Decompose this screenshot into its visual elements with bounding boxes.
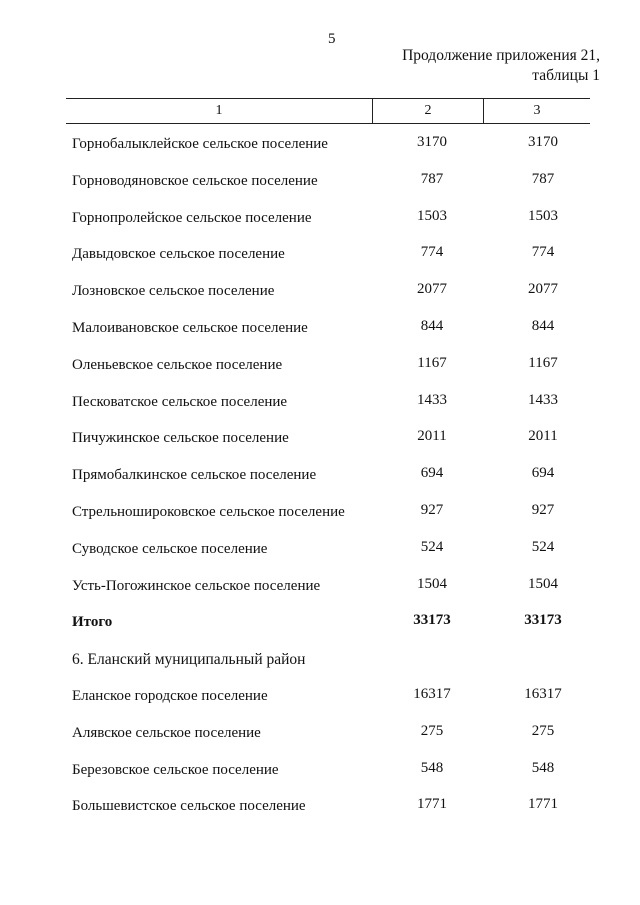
page-number: 5 — [328, 31, 336, 47]
table-row — [0, 238, 640, 275]
row-name: Пичужинское сельское поселение — [72, 430, 289, 447]
row-name: Горнопролейское сельское поселение — [72, 209, 312, 226]
row-value-col3: 3170 — [528, 134, 558, 150]
table-row — [0, 790, 640, 827]
row-value-col3: 2011 — [528, 428, 558, 445]
row-value-col2: 1504 — [417, 575, 447, 592]
continuation-note — [402, 46, 600, 86]
row-value-col2: 548 — [420, 759, 444, 776]
row-name: Усть-Погожинское сельское поселение — [72, 577, 321, 594]
table-row — [0, 312, 640, 349]
row-name: Оленьевское сельское поселение — [72, 356, 283, 373]
row-value-col2: 694 — [420, 465, 444, 482]
row-value-col3: 694 — [531, 465, 555, 482]
row-value-col3: 774 — [531, 244, 555, 261]
continuation-line-2: таблицы 1 — [532, 67, 600, 84]
row-value-col2: 2011 — [417, 428, 447, 445]
row-value-col2: 1771 — [417, 796, 447, 813]
row-value-col3: 275 — [531, 722, 555, 739]
row-name: Большевистское сельское поселение — [72, 798, 306, 815]
column-header-2: 2 — [373, 99, 484, 123]
row-value-col2: 1503 — [417, 207, 447, 224]
row-name: Березовское сельское поселение — [72, 761, 279, 778]
row-name: Лозновское сельское поселение — [72, 283, 275, 300]
table-body — [0, 128, 640, 827]
table-row — [0, 386, 640, 423]
row-value-col2: 1433 — [417, 391, 447, 408]
row-value-col2: 2077 — [417, 281, 447, 298]
table-row — [0, 202, 640, 239]
table-row — [0, 459, 640, 496]
table-row — [0, 570, 640, 607]
total-value-col3: 33173 — [524, 612, 562, 629]
row-name: Прямобалкинское сельское поселение — [72, 467, 317, 484]
row-value-col3: 1433 — [528, 391, 558, 408]
table-row — [0, 717, 640, 754]
row-name: Горноводяновское сельское поселение — [72, 172, 318, 189]
row-name: Стрельноширoковское сельское поселение — [72, 503, 345, 520]
row-value-col3: 548 — [531, 759, 555, 776]
continuation-line-1: Продолжение приложения 21, — [402, 47, 600, 64]
total-value-col2: 33173 — [413, 612, 451, 629]
row-value-col3: 2077 — [528, 281, 558, 298]
row-value-col3: 927 — [531, 501, 555, 518]
row-value-col3: 16317 — [524, 685, 562, 702]
row-value-col2: 524 — [420, 538, 444, 555]
row-name: Малоивановское сельское поселение — [72, 319, 308, 336]
column-header-1: 1 — [66, 99, 373, 123]
row-value-col3: 1504 — [528, 575, 558, 592]
row-value-col3: 1503 — [528, 207, 558, 224]
table-row — [0, 349, 640, 386]
row-value-col3: 1771 — [528, 796, 558, 813]
row-name: Еланское городское поселение — [72, 687, 268, 704]
table-row — [0, 754, 640, 791]
table-row — [0, 128, 640, 165]
row-value-col2: 774 — [420, 244, 444, 261]
row-value-col2: 16317 — [413, 685, 451, 702]
row-value-col2: 927 — [420, 501, 444, 518]
row-name: Песковатское сельское поселение — [72, 393, 288, 410]
row-value-col2: 275 — [420, 722, 444, 739]
row-value-col2: 1167 — [417, 354, 447, 371]
table-row — [0, 275, 640, 312]
row-name: Давыдовское сельское поселение — [72, 246, 285, 263]
row-name: Суводское сельское поселение — [72, 540, 268, 557]
table-row — [0, 533, 640, 570]
table-row — [0, 422, 640, 459]
table-row — [0, 680, 640, 717]
table-row — [0, 165, 640, 202]
section-heading-row — [0, 643, 640, 680]
column-header-3: 3 — [533, 103, 541, 118]
row-value-col3: 844 — [531, 317, 555, 334]
row-name: Алявское сельское поселение — [72, 724, 261, 741]
row-value-col3: 524 — [531, 538, 555, 555]
section-heading: 6. Еланский муниципальный район — [72, 651, 306, 669]
row-value-col3: 1167 — [528, 354, 558, 371]
table-header — [66, 98, 590, 124]
row-value-col2: 787 — [420, 170, 444, 187]
row-value-col2: 3170 — [417, 134, 447, 150]
row-name: Горнобалыклейское сельское поселение — [72, 136, 328, 152]
total-row — [0, 606, 640, 643]
row-value-col2: 844 — [420, 317, 444, 334]
table-row — [0, 496, 640, 533]
row-value-col3: 787 — [531, 170, 555, 187]
total-label: Итого — [72, 614, 113, 631]
